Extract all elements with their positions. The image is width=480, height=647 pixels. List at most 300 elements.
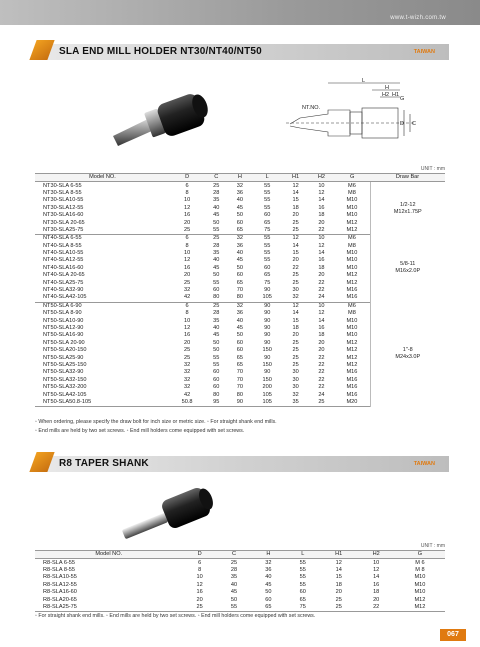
table-cell: 45 (236, 204, 244, 211)
table-cell: 18 (335, 581, 342, 588)
table-cell: 65 (264, 219, 271, 226)
model-cell: NT30-SLA 6-55 (43, 182, 82, 189)
table-cell: 22 (318, 361, 325, 368)
dim-label-d: D (400, 121, 404, 127)
table-cell: 80 (228, 294, 252, 302)
table-cell: 55 (264, 204, 271, 211)
table-cell: 32 (183, 369, 191, 376)
table-cell: 60 (213, 384, 220, 391)
table-cell: 50 (265, 589, 272, 596)
table-row (35, 589, 445, 596)
table-cell: 6 (185, 302, 189, 309)
table-cell: 15 (292, 317, 299, 324)
table-cell: 18 (318, 264, 325, 271)
table-cell: 65 (236, 354, 244, 361)
table-cell: 30 (292, 369, 299, 376)
column-header: H (251, 551, 285, 559)
table-cell: 32 (183, 361, 191, 368)
table-cell: 40 (236, 250, 244, 257)
table-cell: 105 (262, 391, 272, 398)
table-cell: 25 (283, 227, 309, 235)
table-cell: 28 (213, 310, 220, 317)
unit-label-1: UNIT : mm (420, 166, 445, 172)
taiwan-tag: TAIWAN (413, 49, 435, 55)
table-cell: 45 (236, 325, 244, 331)
table-cell: 70 (236, 287, 244, 294)
table-cell: 14 (292, 242, 299, 249)
table-cell: M12 (414, 596, 426, 603)
dim-label-g: G (400, 96, 405, 102)
table-cell: 20 (292, 332, 299, 339)
table-cell: 90 (264, 332, 271, 339)
table-cell: 55 (299, 581, 306, 588)
table-cell: 45 (265, 581, 272, 588)
table-cell: 20 (183, 339, 191, 346)
table-cell: 6 (185, 235, 189, 242)
table-row (35, 182, 445, 190)
table-cell: 55 (264, 257, 271, 264)
draw-bar-value: 1/2-12 (399, 201, 416, 208)
model-cell: NT40-SLA12-55 (43, 257, 84, 264)
note-line-2: ◦ End mills are held by two set screws. ◦ End mill holders come equipped with set screws. (35, 428, 245, 434)
table-cell: 12 (292, 182, 299, 189)
table-cell: 40 (230, 581, 238, 588)
table-row (35, 582, 445, 589)
table-cell: 16 (183, 264, 191, 271)
model-cell: NT40-SLA32-90 (43, 287, 84, 294)
model-cell: NT50-SLA10-90 (43, 317, 84, 324)
model-cell: NT50-SLA 8-90 (43, 310, 82, 317)
table-cell: 16 (318, 204, 325, 211)
table-cell: M10 (346, 264, 358, 271)
table-cell: 25 (213, 302, 220, 309)
column-header: L (252, 174, 283, 182)
site-url: www.t-wizh.com.tw (390, 15, 446, 21)
table-cell: 55 (264, 197, 271, 204)
table-cell: 60 (264, 264, 271, 271)
column-header: Model NO. (35, 174, 170, 182)
table-cell: 90 (264, 287, 271, 294)
table-cell: 36 (236, 189, 244, 196)
table-cell: 25 (230, 559, 238, 566)
table-cell: 32 (292, 391, 299, 398)
table-cell: 36 (236, 310, 244, 317)
column-header: H1 (283, 174, 309, 182)
nt-holder-photo (108, 88, 218, 158)
table-cell: M10 (346, 197, 358, 204)
model-cell: NT30-SLA10-55 (43, 197, 84, 204)
table-cell: M16 (346, 287, 358, 294)
table-cell: 12 (183, 204, 191, 211)
section-header-sla (33, 40, 449, 60)
table-cell: 10 (183, 197, 191, 204)
table-cell: 10 (183, 250, 191, 257)
model-cell: NT50-SLA32-90 (43, 369, 84, 376)
model-cell: NT50-SLA12-90 (43, 325, 84, 331)
table-cell: 30 (292, 376, 299, 383)
dim-label-h2: H2 (382, 92, 390, 98)
model-cell: NT50-SLA42-105 (43, 391, 87, 398)
table-cell: 15 (292, 250, 299, 257)
table-cell: 10 (183, 317, 191, 324)
model-cell: R8-SLA16-60 (43, 589, 77, 596)
table-cell: 16 (183, 332, 191, 339)
table-cell: 15 (292, 197, 299, 204)
table-cell: 12 (292, 302, 299, 309)
table-cell: 20 (292, 257, 299, 264)
table-cell: 55 (299, 566, 306, 573)
table-cell: 28 (213, 189, 220, 196)
table-cell: 18 (373, 589, 380, 596)
model-cell: NT50-SLA 20-90 (43, 339, 85, 346)
r8-holder-photo (118, 485, 218, 545)
dim-label-c: C (412, 121, 416, 127)
table-cell: 90 (264, 325, 271, 331)
table-cell: 105 (252, 399, 283, 407)
table-cell: 14 (318, 250, 325, 257)
column-header: H2 (309, 174, 335, 182)
table-cell: 20 (318, 219, 325, 226)
column-header: D (170, 174, 205, 182)
model-cell: R8-SLA25-75 (35, 604, 182, 612)
table-cell: 16 (196, 589, 203, 596)
unit-label-2: UNIT : mm (420, 543, 445, 549)
table-cell: 45 (213, 212, 220, 219)
table-row (35, 567, 445, 574)
table-cell: M 8 (415, 566, 425, 573)
table-cell: 55 (264, 250, 271, 257)
table-cell: 15 (335, 574, 342, 581)
table-cell: 200 (262, 384, 272, 391)
table-cell: 12 (318, 189, 325, 196)
table-cell: 20 (318, 339, 325, 346)
table-cell: 60 (236, 219, 244, 226)
table-cell: 35 (283, 399, 309, 407)
table-cell: 14 (373, 574, 380, 581)
column-header: H1 (320, 551, 357, 559)
table-cell: M6 (348, 235, 356, 242)
table-cell: 55 (299, 574, 306, 581)
table-cell: 32 (283, 294, 309, 302)
model-cell: NT50-SLA32-200 (43, 384, 87, 391)
r8-spec-table (35, 550, 445, 612)
table-cell: 20 (292, 212, 299, 219)
table-cell: 40 (213, 257, 220, 264)
table-cell: 40 (236, 197, 244, 204)
table-row (35, 596, 445, 603)
table-cell: M10 (346, 257, 358, 264)
table-cell: 60 (299, 589, 306, 596)
table-cell: 35 (213, 250, 220, 257)
table-cell: 42 (183, 391, 191, 398)
table-cell: 16 (318, 325, 325, 331)
model-cell: R8-SLA12-55 (43, 581, 77, 588)
table-cell: 50 (230, 596, 238, 603)
table-cell: 90 (264, 339, 271, 346)
table-cell: 25 (213, 235, 220, 242)
table-cell: 65 (236, 279, 244, 286)
table-cell: 60 (236, 272, 244, 279)
table-cell: 12 (335, 559, 342, 566)
table-cell: M10 (346, 212, 358, 219)
table-cell: 25 (309, 399, 335, 407)
table-cell: 14 (318, 197, 325, 204)
model-cell: NT50-SLA50.8-105 (35, 399, 170, 407)
table-cell: 75 (252, 227, 283, 235)
model-cell: R8-SLA10-55 (43, 574, 77, 581)
table-cell: M10 (346, 317, 358, 324)
table-cell: 25 (292, 219, 299, 226)
table-cell: 75 (264, 279, 271, 286)
table-cell: M6 (348, 182, 356, 189)
draw-bar-value: M24x3.0P (395, 354, 421, 361)
table-cell: 20 (373, 596, 380, 603)
table-cell: 50 (236, 264, 244, 271)
table-row (35, 302, 445, 310)
model-cell: NT30-SLA25-75 (35, 227, 170, 235)
table-cell: 16 (183, 212, 191, 219)
table-cell: M10 (346, 204, 358, 211)
column-header: L (286, 551, 320, 559)
table-cell: 12 (196, 581, 203, 588)
table-cell: 90 (264, 310, 271, 317)
table-cell: 25 (292, 339, 299, 346)
table-cell: 32 (236, 302, 244, 309)
table-cell: 20 (318, 272, 325, 279)
table-cell: M10 (414, 574, 426, 581)
table-cell: 60 (236, 347, 244, 354)
table-cell: 24 (309, 294, 335, 302)
table-cell: M12 (346, 272, 358, 279)
table-cell: 45 (230, 589, 238, 596)
table-cell: 12 (292, 235, 299, 242)
table-cell: 22 (309, 227, 335, 235)
table-cell: 30 (292, 287, 299, 294)
note-line-1: ◦ When ordering, please specify the draw bolt for inch size or metric size. ◦ For straight shank end mills. (35, 419, 277, 425)
column-header: G (334, 174, 370, 182)
table-cell: 70 (236, 369, 244, 376)
model-cell: NT40-SLA 20-65 (43, 272, 85, 279)
table-cell: 6 (185, 182, 189, 189)
table-cell: 55 (264, 242, 271, 249)
table-row (35, 574, 445, 581)
model-cell: NT40-SLA 8-55 (43, 242, 82, 249)
table-cell: 60 (236, 339, 244, 346)
table-cell: 32 (265, 559, 272, 566)
model-cell: NT50-SLA 6-90 (43, 302, 82, 309)
table-cell: 16 (318, 257, 325, 264)
draw-bar-cell (370, 182, 445, 235)
column-header: G (395, 551, 445, 559)
section-header-r8 (33, 452, 449, 472)
top-banner (0, 0, 480, 25)
draw-bar-cell (370, 302, 445, 406)
table-cell: 10 (373, 559, 380, 566)
model-cell: NT30-SLA12-55 (43, 204, 84, 211)
table-cell: 90 (264, 354, 271, 361)
column-header: C (217, 551, 251, 559)
table-cell: 10 (318, 302, 325, 309)
table-cell: M 6 (415, 559, 425, 566)
table-cell: 20 (196, 596, 203, 603)
table-cell: M10 (414, 589, 426, 596)
dim-label-h: H (385, 85, 389, 91)
table-cell: 50 (236, 212, 244, 219)
table-cell: 55 (213, 361, 220, 368)
table-cell: 18 (292, 325, 299, 331)
table-cell: M10 (346, 332, 358, 339)
table-cell: 14 (318, 317, 325, 324)
column-header: Draw Bar (370, 174, 445, 182)
table-cell: 25 (183, 347, 191, 354)
table-cell: 12 (183, 257, 191, 264)
section-title: R8 TAPER SHANK (59, 458, 149, 469)
table-cell: 22 (318, 354, 325, 361)
table-cell: M16 (346, 369, 358, 376)
taiwan-tag: TAIWAN (413, 461, 435, 467)
table-row (35, 604, 445, 612)
model-cell: NT50-SLA25-150 (43, 361, 87, 368)
table-cell: 20 (183, 272, 191, 279)
note-r8: ◦ For straight shank end mills. ◦ End mills are held by two set screws. ◦ End mill holders come equipped with set screws. (35, 613, 316, 619)
table-cell: 36 (265, 566, 272, 573)
column-header: Model NO. (35, 551, 182, 559)
table-cell: 50 (236, 332, 244, 339)
table-cell: 20 (183, 219, 191, 226)
table-cell: 35 (213, 197, 220, 204)
table-cell: 25 (183, 354, 191, 361)
table-cell: 80 (204, 294, 228, 302)
table-cell: 22 (292, 264, 299, 271)
table-cell: 150 (262, 361, 272, 368)
sla-spec-table (35, 173, 445, 407)
table-cell: 50 (213, 339, 220, 346)
table-cell: 90 (264, 302, 271, 309)
table-cell: M12 (346, 347, 358, 354)
nt-no-label: NT.NO. (302, 105, 321, 111)
table-cell: 25 (292, 347, 299, 354)
table-cell: 90 (264, 317, 271, 324)
table-cell: 40 (213, 204, 220, 211)
table-cell: M12 (346, 339, 358, 346)
table-cell: 16 (373, 581, 380, 588)
column-header: D (182, 551, 216, 559)
table-cell: 8 (185, 242, 189, 249)
table-cell: 22 (318, 279, 325, 286)
table-cell: M16 (334, 294, 370, 302)
table-cell: 60 (213, 376, 220, 383)
table-cell: 20 (335, 589, 342, 596)
table-cell: 55 (264, 189, 271, 196)
table-cell: 12 (318, 242, 325, 249)
table-cell: 12 (183, 325, 191, 331)
table-cell: 8 (198, 566, 202, 573)
table-cell: 40 (213, 325, 220, 331)
table-cell: 28 (213, 242, 220, 249)
table-cell: 55 (264, 182, 271, 189)
table-cell: M12 (346, 354, 358, 361)
table-cell: 14 (292, 310, 299, 317)
table-cell: 150 (262, 376, 272, 383)
table-cell: M8 (348, 310, 356, 317)
table-cell: 18 (318, 332, 325, 339)
table-cell: 35 (230, 574, 238, 581)
table-cell: 42 (170, 294, 205, 302)
table-cell: 60 (213, 287, 220, 294)
table-cell: 65 (228, 227, 252, 235)
table-cell: 32 (236, 235, 244, 242)
table-cell: 55 (217, 604, 251, 612)
table-cell: 10 (318, 182, 325, 189)
table-cell: 14 (335, 566, 342, 573)
page-number: 067 (440, 629, 466, 641)
model-cell: NT30-SLA 8-55 (43, 189, 82, 196)
column-header: H2 (357, 551, 394, 559)
table-cell: 75 (286, 604, 320, 612)
draw-bar-value: 1"-8 (402, 347, 413, 354)
table-cell: 8 (185, 189, 189, 196)
table-cell: 22 (318, 376, 325, 383)
table-cell: M20 (334, 399, 370, 407)
table-cell: 60 (265, 596, 272, 603)
table-cell: 55 (264, 235, 271, 242)
table-cell: M8 (348, 189, 356, 196)
table-cell: 70 (236, 376, 244, 383)
table-cell: 25 (335, 596, 342, 603)
table-cell: M8 (348, 242, 356, 249)
table-cell: M16 (346, 376, 358, 383)
table-cell: 22 (357, 604, 394, 612)
table-cell: 50.8 (170, 399, 205, 407)
table-cell: 50 (213, 272, 220, 279)
table-cell: 45 (236, 257, 244, 264)
table-cell: 10 (196, 574, 203, 581)
model-cell: R8-SLA 8-55 (43, 566, 76, 573)
table-cell: 25 (292, 354, 299, 361)
table-cell: 20 (318, 347, 325, 354)
table-cell: M12 (346, 279, 358, 286)
table-cell: M16 (346, 391, 358, 398)
table-cell: 40 (236, 317, 244, 324)
model-cell: NT50-SLA16-90 (43, 332, 84, 339)
table-cell: 50 (213, 219, 220, 226)
table-cell: 24 (318, 391, 325, 398)
table-cell: 8 (185, 310, 189, 317)
draw-bar-value: M12x1.75P (393, 208, 422, 215)
table-cell: 55 (204, 227, 228, 235)
table-cell: 18 (292, 204, 299, 211)
table-cell: 90 (264, 369, 271, 376)
table-cell: 22 (318, 384, 325, 391)
table-cell: M12 (346, 361, 358, 368)
table-cell: 50 (213, 347, 220, 354)
table-cell: 22 (318, 369, 325, 376)
table-cell: 45 (213, 264, 220, 271)
table-cell: M12 (346, 219, 358, 226)
table-row (35, 559, 445, 567)
table-cell: M10 (346, 250, 358, 257)
table-cell: 65 (299, 596, 306, 603)
draw-bar-value: 5/8-11 (400, 261, 416, 268)
table-cell: 32 (183, 287, 191, 294)
table-cell: 45 (213, 332, 220, 339)
model-cell: NT30-SLA16-60 (43, 212, 84, 219)
table-cell: 80 (236, 391, 244, 398)
draw-bar-value: M16x2.0P (395, 268, 421, 275)
table-cell: 55 (213, 354, 220, 361)
table-cell: 12 (318, 310, 325, 317)
table-cell: 40 (265, 574, 272, 581)
